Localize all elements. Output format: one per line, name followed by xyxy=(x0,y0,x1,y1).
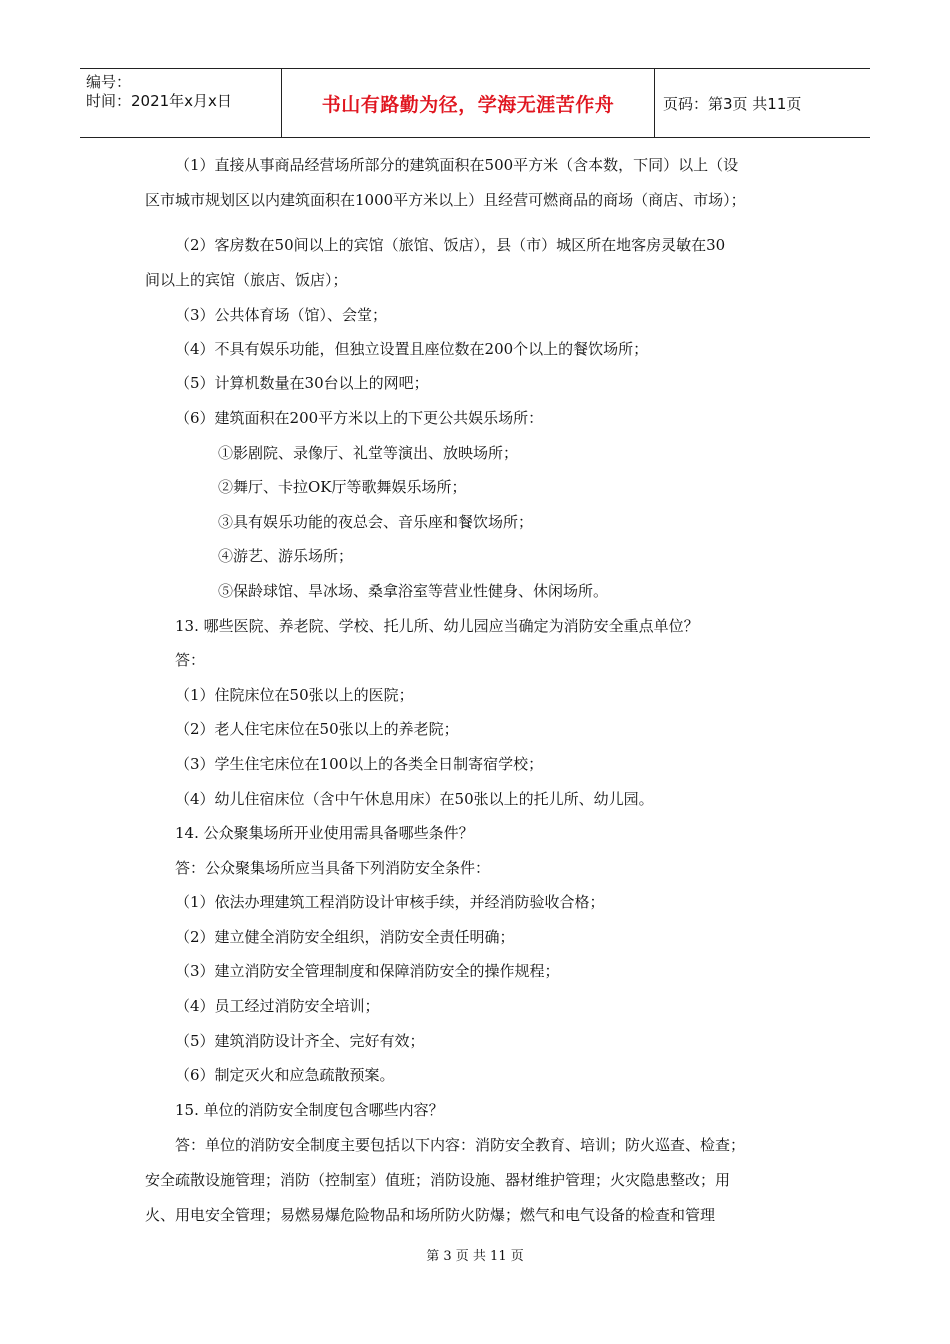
body-line: （6）制定灭火和应急疏散预案。 xyxy=(175,1066,395,1084)
body-line: ②舞厅、卡拉OK厅等歌舞娱乐场所； xyxy=(218,478,467,496)
question-heading: 14. 公众聚集场所开业使用需具备哪些条件？ xyxy=(175,824,474,842)
body-line: （2）客房数在50间以上的宾馆（旅馆、饭店），县（市）城区所在地客房灵敏在30 xyxy=(175,236,726,254)
question-heading: 13. 哪些医院、养老院、学校、托儿所、幼儿园应当确定为消防安全重点单位？ xyxy=(175,617,699,635)
header-meta xyxy=(80,69,280,137)
body-line: （4）不具有娱乐功能，但独立设置且座位数在200个以上的餐饮场所； xyxy=(175,340,649,358)
page-header xyxy=(80,68,870,138)
body-line: 火、用电安全管理；易燃易爆危险物品和场所防火防爆；燃气和电气设备的检查和管理 xyxy=(145,1206,716,1224)
body-line: （3）公共体育场（馆）、会堂； xyxy=(175,306,388,324)
body-line: （6）建筑面积在200平方米以上的下更公共娱乐场所： xyxy=(175,409,544,427)
body-line: ③具有娱乐功能的夜总会、音乐座和餐饮场所； xyxy=(218,513,534,531)
body-line: ⑤保龄球馆、旱冰场、桑拿浴室等营业性健身、休闲场所。 xyxy=(218,582,609,600)
body-line: （3）建立消防安全管理制度和保障消防安全的操作规程； xyxy=(175,962,560,980)
body-line: （5）建筑消防设计齐全、完好有效； xyxy=(175,1032,425,1050)
body-line: ④游艺、游乐场所； xyxy=(218,547,354,565)
body-line: （2）建立健全消防安全组织，消防安全责任明确； xyxy=(175,928,515,946)
header-motto-cell xyxy=(281,69,655,137)
body-line: 安全疏散设施管理；消防（控制室）值班；消防设施、器材维护管理；火灾隐患整改；用 xyxy=(145,1171,731,1189)
body-line: 答：单位的消防安全制度主要包括以下内容：消防安全教育、培训；防火巡查、检查； xyxy=(175,1136,746,1154)
question-heading: 15. 单位的消防安全制度包含哪些内容？ xyxy=(175,1101,444,1119)
page-footer: 第 3 页 共 11 页 xyxy=(426,1249,524,1264)
body-line: （1）直接从事商品经营场所部分的建筑面积在500平方米（含本数，下同）以上（设 xyxy=(175,156,739,174)
document-date: 时间：2021年x月x日 xyxy=(86,92,232,110)
body-line: ①影剧院、录像厅、礼堂等演出、放映场所； xyxy=(218,444,519,462)
body-line: （4）幼儿住宿床位（含中午休息用床）在50张以上的托儿所、幼儿园。 xyxy=(175,790,654,808)
body-line: （1）依法办理建筑工程消防设计审核手续，并经消防验收合格； xyxy=(175,893,605,911)
body-line: （2）老人住宅床位在50张以上的养老院； xyxy=(175,720,459,738)
body-line: 答：公众聚集场所应当具备下列消防安全条件： xyxy=(175,859,491,877)
document-number-label: 编号： xyxy=(86,73,132,91)
body-line: 区市城市规划区以内建筑面积在1000平方米以上）且经营可燃商品的商场（商店、市场）； xyxy=(145,191,746,209)
body-line: （4）员工经过消防安全培训； xyxy=(175,997,380,1015)
body-line: （1）住院床位在50张以上的医院； xyxy=(175,686,414,704)
header-page-info: 页码：第3页 共11页 xyxy=(663,94,802,113)
body-line: （5）计算机数量在30台以上的网吧； xyxy=(175,374,429,392)
header-motto: 书山有路勤为径，学海无涯苦作舟 xyxy=(321,93,615,116)
body-line: 间以上的宾馆（旅店、饭店）； xyxy=(145,271,348,289)
body-line: （3）学生住宅床位在100以上的各类全日制寄宿学校； xyxy=(175,755,544,773)
body-line: 答： xyxy=(175,651,206,669)
